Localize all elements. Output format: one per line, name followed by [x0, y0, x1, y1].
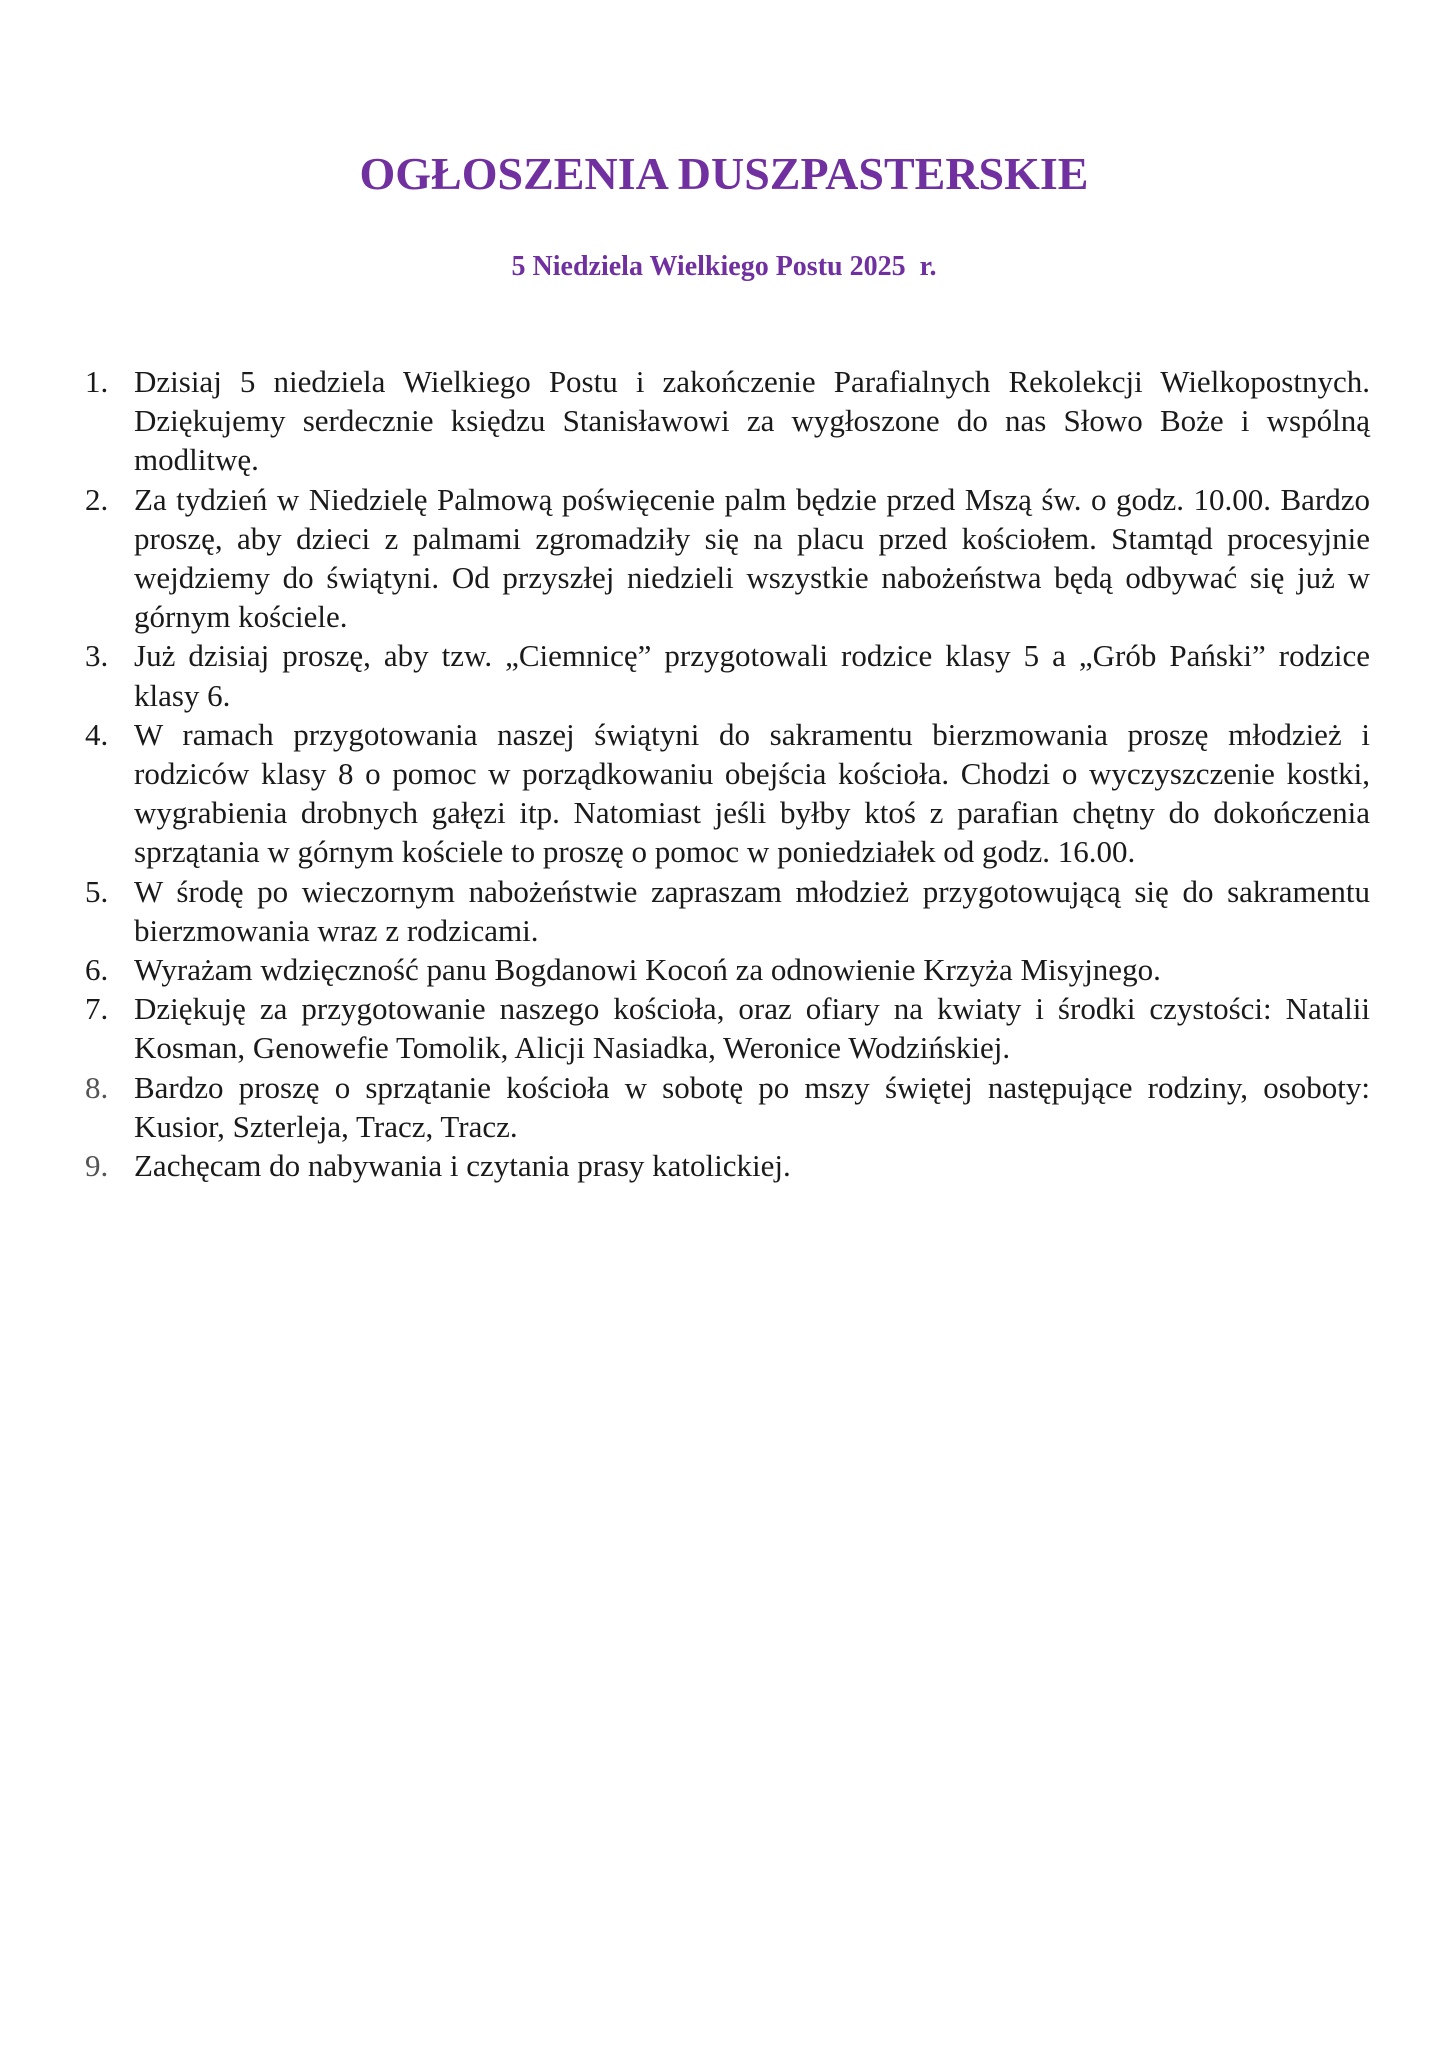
item-text: Dziękuję za przygotowanie naszego kościoła, oraz ofiary na kwiaty i środki czystości: Natalii Kosman, Genowefie Tomolik, Alicji Nasiadka, Weronice Wodzińskiej. — [134, 991, 1370, 1066]
list-item — [80, 362, 1370, 480]
announcements-list — [80, 362, 1370, 1185]
item-number: 8. — [85, 1069, 109, 1105]
list-item — [80, 1068, 1370, 1146]
list-item — [80, 715, 1370, 872]
item-text: Bardzo proszę o sprzątanie kościoła w sobotę po mszy świętej następujące rodziny, osoboty: Kusior, Szterleja, Tracz, Tracz. — [134, 1069, 1370, 1144]
item-number: 4. — [85, 716, 109, 752]
page-subtitle: 5 Niedziela Wielkiego Postu 2025 r. — [511, 251, 937, 282]
item-text: W ramach przygotowania naszej świątyni do sakramentu bierzmowania proszę młodzież i rodziców klasy 8 o pomoc w porządkowaniu obejścia kościoła. Chodzi o wyczyszczenie kostki, wygrabienia drobnych gałęzi itp. Natomiast jeśli byłby ktoś z parafian chętny do dokończenia sprzątania w górnym kościele to proszę o pomoc w poniedziałek od godz. 16.00. — [134, 716, 1370, 870]
item-number: 3. — [85, 638, 109, 674]
item-text: Za tydzień w Niedzielę Palmową poświęcenie palm będzie przed Mszą św. o godz. 10.00. Bardzo proszę, aby dzieci z palmami zgromadziły się na placu przed kościołem. Stamtąd procesyjnie wejdziemy do świątyni. Od przyszłej niedzieli wszystkie nabożeństwa będą odbywać się już w górnym kościele. — [134, 481, 1370, 635]
item-number: 9. — [85, 1148, 109, 1184]
item-number: 5. — [85, 873, 109, 909]
item-number: 2. — [85, 481, 109, 517]
item-number: 1. — [85, 364, 109, 399]
list-item — [80, 989, 1370, 1067]
item-text: W środę po wieczornym nabożeństwie zapraszam młodzież przygotowującą się do sakramentu bierzmowania wraz z rodzicami. — [134, 873, 1370, 948]
item-text: Dzisiaj 5 niedziela Wielkiego Postu i zakończenie Parafialnych Rekolekcji Wielkopostnych. Dziękujemy serdecznie księdzu Stanisławowi za wygłoszone do nas Słowo Boże i wspólną modlitwę. — [134, 364, 1370, 478]
list-item — [80, 872, 1370, 950]
item-number: 7. — [85, 991, 109, 1027]
list-item — [80, 480, 1370, 637]
item-text: Wyrażam wdzięczność panu Bogdanowi Kocoń za odnowienie Krzyża Misyjnego. — [134, 952, 1161, 988]
list-item — [80, 636, 1370, 714]
list-item — [80, 950, 1370, 989]
list-item — [80, 1146, 1370, 1185]
page-title: OGŁOSZENIA DUSZPASTERSKIE — [359, 148, 1089, 199]
item-number: 6. — [85, 952, 109, 988]
item-text: Już dzisiaj proszę, aby tzw. „Ciemnicę” przygotowali rodzice klasy 5 a „Grób Pański” rodzice klasy 6. — [134, 638, 1370, 713]
item-text: Zachęcam do nabywania i czytania prasy katolickiej. — [134, 1148, 791, 1184]
